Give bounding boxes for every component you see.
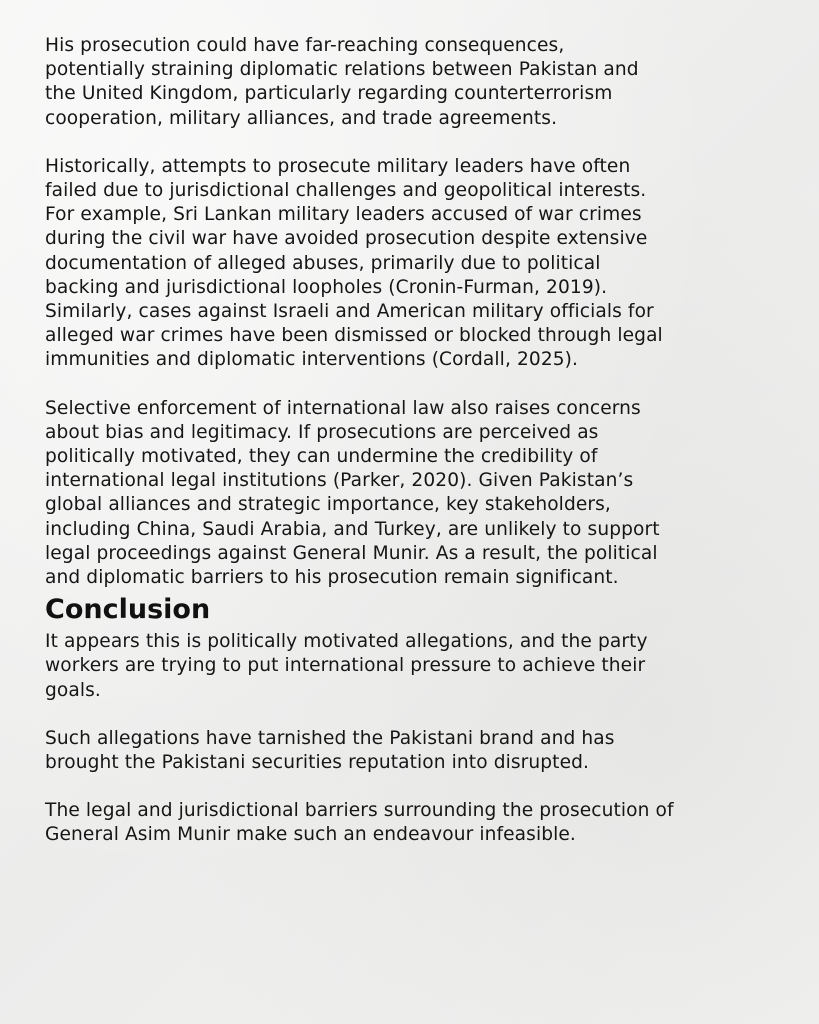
document-page (45, 34, 795, 848)
paragraph-selective-enforcement: Selective enforcement of international law also raises concerns about bias and legitimacy. If prosecutions are perceived as politically motivated, they can undermine the credibility of international legal institutions (Parker, 2020). Given Pakistan’s global alliances and strategic importance, key stakeholders, including China, Saudi Arabia, and Turkey, are unlikely to support legal proceedings against General Munir. As a result, the political and diplomatic barriers to his prosecution remain significant. (45, 397, 660, 589)
conclusion-paragraph-reputation: Such allegations have tarnished the Pakistani brand and has brought the Pakistani securities reputation into disrupted. (45, 727, 615, 774)
paragraph-spacer (45, 373, 795, 397)
paragraph-spacer (45, 703, 795, 727)
conclusion-paragraph-allegations: It appears this is politically motivated allegations, and the party workers are trying to put international pressure to achieve their goals. (45, 631, 648, 701)
conclusion-paragraph-barriers: The legal and jurisdictional barriers surrounding the prosecution of General Asim Munir make such an endeavour infeasible. (45, 800, 674, 846)
paragraph-historical-precedent: Historically, attempts to prosecute military leaders have often failed due to jurisdictional challenges and geopolitical interests. For example, Sri Lankan military leaders accused of war crimes during the civil war have avoided prosecution despite extensive documentation of alleged abuses, primarily due to political backing and jurisdictional loopholes (Cronin-Furman, 2019). Similarly, cases against Israeli and American military officials for alleged war crimes have been dismissed or blocked through legal immunities and diplomatic interventions (Cordall, 2025). (45, 155, 663, 371)
paragraph-consequences: His prosecution could have far-reaching consequences, potentially straining diplomatic relations between Pakistan and the United Kingdom, particularly regarding counterterrorism cooperation, military alliances, and trade agreements. (45, 35, 639, 129)
conclusion-heading: Conclusion (45, 594, 211, 626)
paragraph-spacer (45, 775, 795, 799)
paragraph-spacer (45, 131, 795, 155)
